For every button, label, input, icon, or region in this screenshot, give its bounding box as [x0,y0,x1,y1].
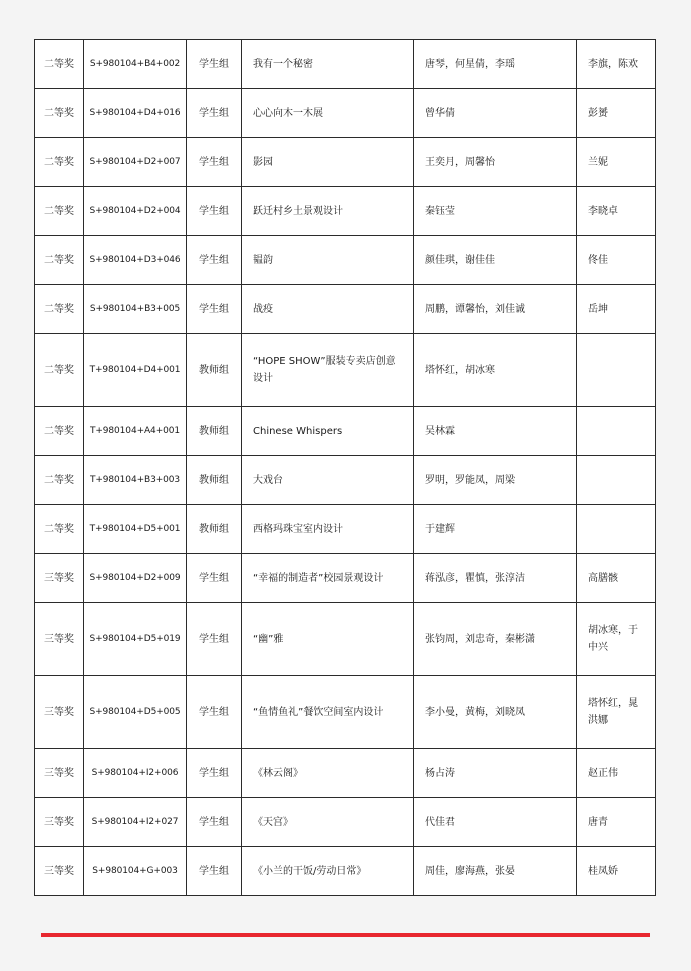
award-cell: 二等奖 [35,138,84,187]
advisor-cell: 李旗，陈欢 [577,40,656,89]
authors-cell: 曾华倩 [414,89,577,138]
group-cell: 学生组 [187,236,242,285]
authors-cell: 秦钰莹 [414,187,577,236]
entry-id-cell: T+980104+A4+001 [84,407,187,456]
group-cell: 学生组 [187,187,242,236]
footer-divider [41,933,650,937]
table-row [35,407,656,456]
group-cell: 教师组 [187,505,242,554]
title-cell: 《小兰的干饭/劳动日常》 [242,847,414,896]
title-cell: “幽”雅 [242,603,414,676]
entry-id-cell: S+980104+I2+006 [84,749,187,798]
title-cell: 跃迁村乡土景观设计 [242,187,414,236]
group-cell: 学生组 [187,749,242,798]
advisor-cell: 唐青 [577,798,656,847]
authors-cell: 周佳，廖海燕，张晏 [414,847,577,896]
advisor-cell [577,334,656,407]
authors-cell: 杨占涛 [414,749,577,798]
authors-cell: 于建辉 [414,505,577,554]
table-row [35,285,656,334]
group-cell: 学生组 [187,40,242,89]
entry-id-cell: S+980104+D4+016 [84,89,187,138]
entry-id-cell: S+980104+I2+027 [84,798,187,847]
entry-id-cell: S+980104+D2+007 [84,138,187,187]
title-cell: 《天宫》 [242,798,414,847]
authors-cell: 李小曼，黄梅，刘晓凤 [414,676,577,749]
entry-id-cell: S+980104+D5+019 [84,603,187,676]
entry-id-cell: T+980104+D5+001 [84,505,187,554]
award-cell: 三等奖 [35,749,84,798]
entry-id-cell: S+980104+B4+002 [84,40,187,89]
award-cell: 三等奖 [35,676,84,749]
authors-cell: 代佳君 [414,798,577,847]
title-cell: 《林云阁》 [242,749,414,798]
entry-id-cell: T+980104+B3+003 [84,456,187,505]
group-cell: 教师组 [187,407,242,456]
table-row [35,456,656,505]
title-cell: 我有一个秘密 [242,40,414,89]
authors-cell: 唐琴，何星倩，李瑶 [414,40,577,89]
authors-cell: 蒋泓彦，瞿慎，张淳洁 [414,554,577,603]
title-cell: “HOPE SHOW”服装专卖店创意设计 [242,334,414,407]
authors-cell: 张钧周，刘忠奇，秦彬潇 [414,603,577,676]
group-cell: 学生组 [187,138,242,187]
table-row [35,676,656,749]
group-cell: 学生组 [187,847,242,896]
table-row [35,236,656,285]
entry-id-cell: S+980104+B3+005 [84,285,187,334]
entry-id-cell: S+980104+G+003 [84,847,187,896]
group-cell: 学生组 [187,89,242,138]
authors-cell: 塔怀红，胡冰寒 [414,334,577,407]
awards-table-body [35,40,656,896]
advisor-cell: 赵正伟 [577,749,656,798]
advisor-cell: 佟佳 [577,236,656,285]
award-cell: 二等奖 [35,334,84,407]
title-cell: 心心向木一木展 [242,89,414,138]
table-row [35,89,656,138]
advisor-cell: 李晓卓 [577,187,656,236]
award-cell: 二等奖 [35,407,84,456]
award-cell: 二等奖 [35,456,84,505]
group-cell: 学生组 [187,798,242,847]
group-cell: 学生组 [187,285,242,334]
award-cell: 三等奖 [35,603,84,676]
title-cell: 战疫 [242,285,414,334]
title-cell: 大戏台 [242,456,414,505]
group-cell: 教师组 [187,456,242,505]
award-cell: 二等奖 [35,187,84,236]
advisor-cell [577,456,656,505]
advisor-cell: 彭赟 [577,89,656,138]
award-cell: 三等奖 [35,554,84,603]
title-cell: 韫韵 [242,236,414,285]
advisor-cell: 塔怀红，晁洪娜 [577,676,656,749]
title-cell: “幸福的制造者”校园景观设计 [242,554,414,603]
table-row [35,603,656,676]
awards-table [34,39,656,896]
entry-id-cell: S+980104+D3+046 [84,236,187,285]
award-cell: 二等奖 [35,40,84,89]
group-cell: 学生组 [187,554,242,603]
authors-cell: 周鹏，谭馨怡，刘佳诚 [414,285,577,334]
title-cell: “鱼情鱼礼”餐饮空间室内设计 [242,676,414,749]
authors-cell: 王奕月，周馨怡 [414,138,577,187]
advisor-cell: 岳坤 [577,285,656,334]
award-cell: 二等奖 [35,89,84,138]
advisor-cell: 胡冰寒，于中兴 [577,603,656,676]
table-row [35,505,656,554]
award-cell: 二等奖 [35,236,84,285]
authors-cell: 罗明，罗能凤，周梁 [414,456,577,505]
group-cell: 学生组 [187,676,242,749]
table-row [35,187,656,236]
entry-id-cell: S+980104+D5+005 [84,676,187,749]
entry-id-cell: T+980104+D4+001 [84,334,187,407]
advisor-cell [577,407,656,456]
table-row [35,138,656,187]
advisor-cell: 兰妮 [577,138,656,187]
group-cell: 教师组 [187,334,242,407]
authors-cell: 颜佳琪，谢佳佳 [414,236,577,285]
table-row [35,334,656,407]
table-row [35,554,656,603]
entry-id-cell: S+980104+D2+004 [84,187,187,236]
entry-id-cell: S+980104+D2+009 [84,554,187,603]
award-cell: 三等奖 [35,847,84,896]
advisor-cell [577,505,656,554]
title-cell: Chinese Whispers [242,407,414,456]
advisor-cell: 桂凤娇 [577,847,656,896]
award-cell: 二等奖 [35,285,84,334]
group-cell: 学生组 [187,603,242,676]
table-row [35,798,656,847]
advisor-cell: 高膳骸 [577,554,656,603]
table-row [35,749,656,798]
award-cell: 三等奖 [35,798,84,847]
title-cell: 影园 [242,138,414,187]
table-row [35,40,656,89]
authors-cell: 吴林霖 [414,407,577,456]
table-row [35,847,656,896]
award-cell: 二等奖 [35,505,84,554]
title-cell: 西格玛珠宝室内设计 [242,505,414,554]
